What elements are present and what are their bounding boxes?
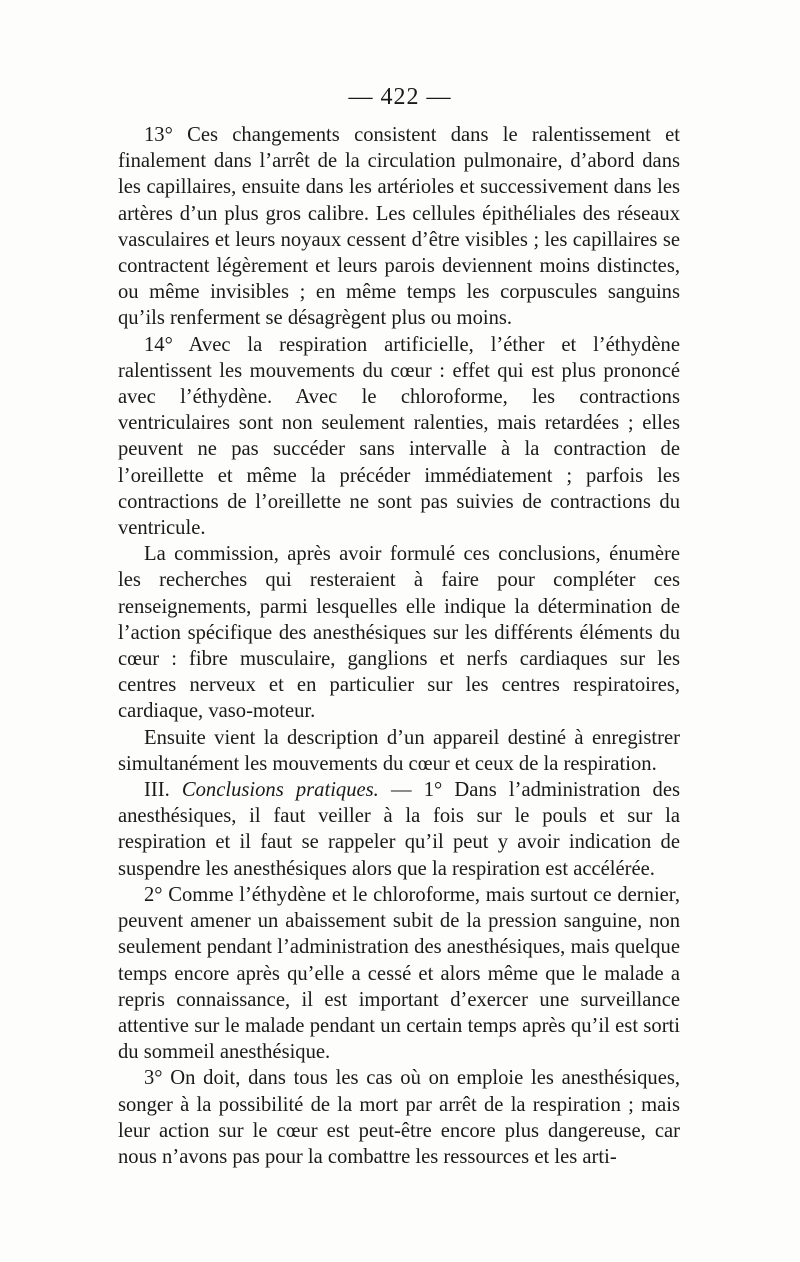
section-first-item: — 1° Dans l’administration des anesthésiques, il faut veiller à la fois sur le pouls et sur la respiration et il faut se rappeler qu’il peut y avoir indication de suspendre les anesthésiques alors que la respiration est accélérée. (118, 779, 681, 880)
page-number: — 422 — (348, 84, 452, 110)
paragraph-item-2: 2° Comme l’éthydène et le chloroforme, mais surtout ce dernier, peuvent amener un abaissement subit de la pression sanguine, non seulement pendant l’administration des anesthésiques, mais quelque temps encore après qu’elle a cessé et alors même que le malade a repris connaissance, il est important d’exercer une surveillance attentive sur le malade pendant un certain temps après qu’il est sorti du sommeil anesthésique. (118, 883, 680, 1064)
section-numeral: III. (144, 779, 170, 802)
paragraph-commission: La commission, après avoir formulé ces conclusions, énumère les recherches qui resteraient à faire pour compléter ces renseignements, parmi lesquelles elle indique la détermination de l’action spécifique des anesthésiques sur les différents éléments du cœur : fibre musculaire, ganglions et nerfs cardiaques sur les centres nerveux et en particulier sur les centres respiratoires, cardiaque, vaso-moteur. (118, 543, 680, 723)
paragraph-13: 13° Ces changements consistent dans le ralentissement et finalement dans l’arrêt de la circulation pulmonaire, d’abord dans les capillaires, ensuite dans les artérioles et successivement dans les artères d’un plus gros calibre. Les cellules épithéliales des réseaux vasculaires et leurs noyaux cessent d’être visibles ; les capillaires se contractent légèrement et leurs parois deviennent moins distinctes, ou même invisibles ; en même temps les corpuscules sanguins qu’ils renferment se désagrègent plus ou moins. (118, 124, 680, 330)
paragraph-item-3: 3° On doit, dans tous les cas où on emploie les anesthésiques, songer à la possibilité de la mort par arrêt de la respiration ; mais leur action sur le cœur est peut-être encore plus dangereuse, car nous n’avons pas pour la combattre les ressources et les arti- (118, 1067, 680, 1168)
paragraph-section-iii (118, 777, 680, 882)
body-text (118, 122, 680, 1170)
paragraph-apparatus: Ensuite vient la description d’un appareil destiné à enregistrer simultanément les mouvements du cœur et ceux de la respiration. (118, 726, 680, 775)
section-title: Conclusions pratiques. (181, 779, 379, 802)
paragraph-14: 14° Avec la respiration artificielle, l’éther et l’éthydène ralentissent les mouvements du cœur : effet qui est plus prononcé avec l’éthydène. Avec le chloroforme, les contractions ventriculaires sont non seulement ralenties, mais retardées ; elles peuvent ne pas succéder sans intervalle à la contraction de l’oreillette et même la précéder immédiatement ; parfois les contractions de l’oreillette ne sont pas suivies de contractions du ventricule. (118, 333, 680, 540)
